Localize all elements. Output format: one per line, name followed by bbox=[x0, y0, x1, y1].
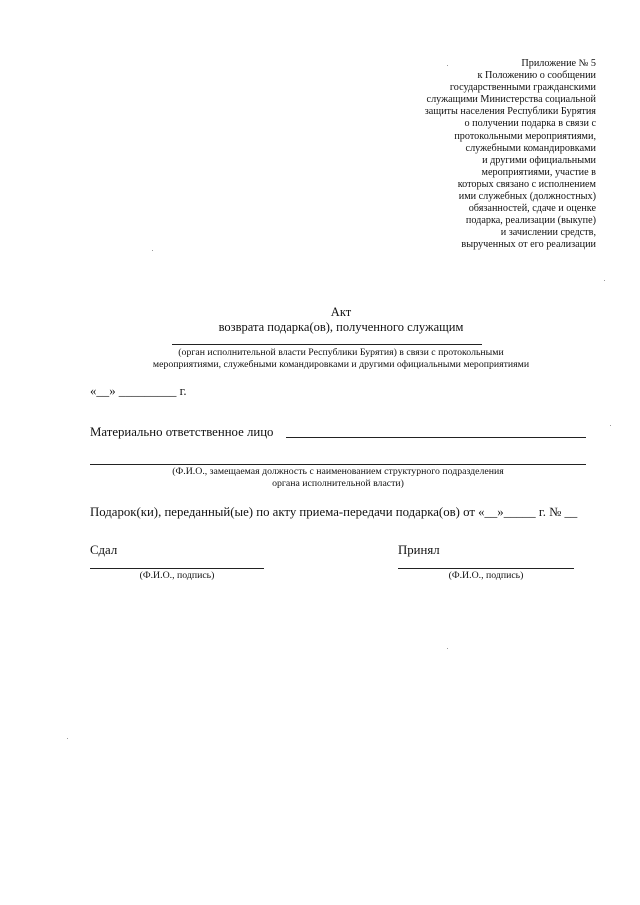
received-caption: (Ф.И.О., подпись) bbox=[448, 570, 524, 581]
position-caption-line1: (Ф.И.О., замещаемая должность с наименованием структурного подразделения bbox=[172, 466, 504, 477]
act-subtitle: возврата подарка(ов), полученного служащим bbox=[218, 320, 464, 334]
position-caption-line2: органа исполнительной власти) bbox=[272, 478, 404, 489]
organ-caption-line2: мероприятиями, служебными командировками и другими официальными мероприятиями bbox=[152, 359, 530, 370]
responsible-label: Материально ответственное лицо bbox=[90, 425, 274, 439]
appendix-line: государственными гражданскими bbox=[449, 82, 596, 94]
handed-caption: (Ф.И.О., подпись) bbox=[139, 570, 215, 581]
appendix-line: и зачислении средств, bbox=[500, 227, 596, 239]
appendix-line: мероприятиями, участие в bbox=[481, 166, 596, 178]
appendix-line: о получении подарка в связи с bbox=[464, 118, 596, 130]
appendix-line: к Положению о сообщении bbox=[477, 70, 596, 82]
appendix-line: защиты населения Республики Бурятия bbox=[424, 106, 596, 118]
appendix-line: и другими официальными bbox=[482, 154, 596, 166]
appendix-line: служащими Министерства социальной bbox=[426, 94, 596, 106]
appendix-line: служебными командировками bbox=[465, 142, 596, 154]
received-signature-line bbox=[398, 568, 574, 569]
handed-signature-line bbox=[90, 568, 264, 569]
organ-blank-line bbox=[172, 344, 482, 345]
act-title: Акт bbox=[330, 305, 352, 319]
appendix-line: протокольными мероприятиями, bbox=[454, 130, 596, 142]
responsible-blank-line bbox=[286, 437, 586, 438]
gift-statement: Подарок(ки), переданный(ые) по акту приема-передачи подарка(ов) от «__»_____ г. № __ bbox=[90, 505, 578, 519]
position-blank-line bbox=[90, 464, 586, 465]
appendix-line: вырученных от его реализации bbox=[461, 239, 596, 251]
appendix-line: подарка, реализации (выкупе) bbox=[465, 215, 596, 227]
date-line: «__» _________ г. bbox=[90, 384, 187, 398]
received-label: Принял bbox=[398, 543, 440, 557]
appendix-header bbox=[336, 58, 596, 252]
handed-label: Сдал bbox=[90, 543, 118, 557]
appendix-line: обязанностей, сдаче и оценке bbox=[468, 203, 596, 215]
organ-caption-line1: (орган исполнительной власти Республики Бурятия) в связи с протокольными bbox=[178, 347, 504, 358]
appendix-line: Приложение № 5 bbox=[521, 58, 596, 69]
appendix-line: которых связано с исполнением bbox=[457, 178, 596, 190]
appendix-line: ими служебных (должностных) bbox=[458, 191, 596, 203]
